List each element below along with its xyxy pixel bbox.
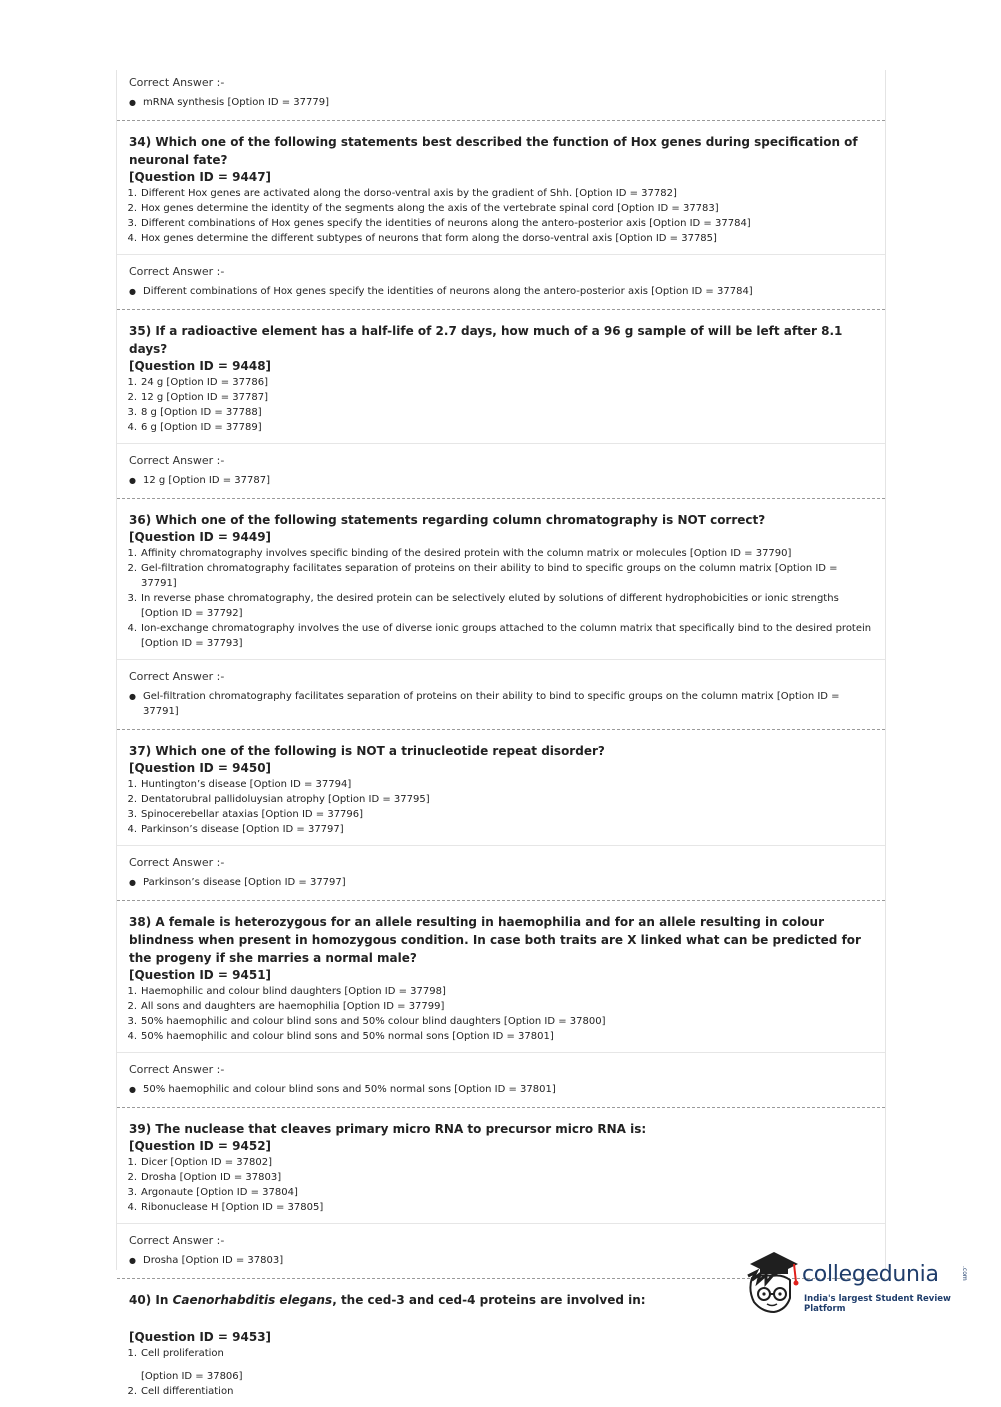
answer-item: ● 12 g [Option ID = 37787]: [129, 473, 873, 488]
option-item: [127, 777, 873, 792]
question-id: [Question ID = 9448]: [129, 359, 272, 373]
collegedunia-logo: [742, 1250, 972, 1320]
question-body: Which one of the following statements regarding column chromatography is NOT correct?: [155, 513, 766, 527]
question-id: [Question ID = 9453]: [129, 1330, 272, 1344]
option-item: [127, 1014, 873, 1029]
option-number: 2.: [127, 1172, 137, 1183]
question-number: 39): [129, 1122, 152, 1136]
answer-item: ● Different combinations of Hox genes specify the identities of neurons along the antero-posterior axis [Option ID = 37784]: [129, 284, 873, 299]
option-number: 2.: [127, 563, 137, 574]
option-text: Drosha [Option ID = 37803]: [141, 1172, 282, 1183]
question-text-before: In: [155, 1293, 169, 1307]
question-text-after: , the ced-3 and ced-4 proteins are involved in:: [332, 1293, 646, 1307]
question-block: [117, 310, 885, 443]
option-number: 1.: [127, 548, 137, 559]
option-item: [127, 822, 873, 837]
option-number: 3.: [127, 1187, 137, 1198]
correct-answer-label: Correct Answer :-: [129, 670, 225, 683]
option-text: Hox genes determine the different subtypes of neurons that form along the dorso-ventral axis [Option ID = 37785]: [141, 233, 717, 244]
correct-answer-block: [117, 660, 885, 723]
option-text: 24 g [Option ID = 37786]: [141, 377, 268, 388]
correct-answer-block: [117, 444, 885, 492]
correct-answer-label: Correct Answer :-: [129, 1234, 225, 1247]
option-text: Different Hox genes are activated along the dorso-ventral axis by the gradient of Shh. [Option ID = 37782]: [141, 188, 677, 199]
option-item: [127, 999, 873, 1014]
correct-answer-label: Correct Answer :-: [129, 856, 225, 869]
options-list: [129, 1155, 873, 1215]
option-item: [127, 621, 873, 651]
option-text: 12 g [Option ID = 37787]: [141, 392, 268, 403]
options-list: [129, 546, 873, 651]
question-body: Which one of the following is NOT a trinucleotide repeat disorder?: [155, 744, 605, 758]
answer-list: [129, 284, 873, 299]
options-list: [129, 777, 873, 837]
answer-item: ● Parkinson’s disease [Option ID = 37797]: [129, 875, 873, 890]
correct-answer-block: [117, 846, 885, 894]
option-number: 4.: [127, 233, 137, 244]
option-number: 2.: [127, 794, 137, 805]
option-text: 6 g [Option ID = 37789]: [141, 422, 262, 433]
option-text: Different combinations of Hox genes specify the identities of neurons along the antero-posterior axis [Option ID = 37784]: [141, 218, 751, 229]
question-id: [Question ID = 9449]: [129, 530, 272, 544]
question-body: A female is heterozygous for an allele resulting in haemophilia and for an allele resulting in colour blindness when present in homozygous condition. In case both traits are X linked what can be predicted for the progeny if she marries a normal male?: [129, 915, 861, 965]
question-number: 40): [129, 1293, 152, 1307]
option-number: 3.: [127, 809, 137, 820]
option-number: 3.: [127, 407, 137, 418]
question-number: 34): [129, 135, 152, 149]
question-block: [117, 499, 885, 659]
option-text: Ribonuclease H [Option ID = 37805]: [141, 1202, 324, 1213]
option-text: 50% haemophilic and colour blind sons and 50% colour blind daughters [Option ID = 37800]: [141, 1016, 606, 1027]
options-list: [129, 1384, 873, 1399]
options-list: [129, 1346, 873, 1361]
option-item: [127, 1170, 873, 1185]
question-body: If a radioactive element has a half-life of 2.7 days, how much of a 96 g sample of will be left after 8.1 days?: [129, 324, 843, 356]
option-item: [127, 591, 873, 621]
question-text: [129, 511, 873, 529]
options-list: [129, 375, 873, 435]
option-text: Ion-exchange chromatography involves the use of diverse ionic groups attached to the column matrix that specifically bind to the desired protein [Option ID = 37793]: [141, 623, 872, 649]
correct-answer-label: Correct Answer :-: [129, 265, 225, 278]
option-item: [127, 1200, 873, 1215]
option-text: Affinity chromatography involves specific binding of the desired protein with the column matrix or molecules [Option ID = 37790]: [141, 548, 792, 559]
option-item: [127, 420, 873, 435]
question-text: [129, 1120, 873, 1138]
mascot-icon: [742, 1250, 802, 1320]
question-number: 35): [129, 324, 152, 338]
question-body: Which one of the following statements best described the function of Hox genes during specification of neuronal fate?: [129, 135, 858, 167]
option-number: 4.: [127, 422, 137, 433]
option-number: 2.: [127, 1001, 137, 1012]
answer-list: [129, 1082, 873, 1097]
option-number: 3.: [127, 593, 137, 604]
question-block: [117, 901, 885, 1052]
correct-answer-label: Correct Answer :-: [129, 1063, 225, 1076]
question-id: [Question ID = 9452]: [129, 1139, 272, 1153]
question-body: The nuclease that cleaves primary micro RNA to precursor micro RNA is:: [155, 1122, 647, 1136]
options-list: [129, 984, 873, 1044]
option-text: Dentatorubral pallidoluysian atrophy [Option ID = 37795]: [141, 794, 430, 805]
answer-item: ● Gel-filtration chromatography facilitates separation of proteins on their ability to bind to specific groups on the column matrix [Option ID = 37791]: [129, 689, 873, 719]
option-item: [127, 231, 873, 246]
question-list: [117, 121, 885, 1279]
answer-item: ● mRNA synthesis [Option ID = 37779]: [129, 95, 873, 110]
question-text: [129, 322, 873, 358]
option-number: 1.: [127, 377, 137, 388]
option-number: 4.: [127, 824, 137, 835]
option-item: [127, 390, 873, 405]
answer-item: ● Drosha [Option ID = 37803]: [129, 1253, 873, 1268]
answer-list: [129, 473, 873, 488]
correct-answer-label: Correct Answer :-: [129, 454, 225, 467]
option-text: Hox genes determine the identity of the segments along the axis of the vertebrate spinal cord [Option ID = 37783]: [141, 203, 719, 214]
option-item: [127, 561, 873, 591]
logo-tagline: India's largest Student Review Platform: [804, 1294, 951, 1314]
option-text: Dicer [Option ID = 37802]: [141, 1157, 272, 1168]
answer-list: [129, 95, 873, 110]
option-text: 8 g [Option ID = 37788]: [141, 407, 262, 418]
option-text: Argonaute [Option ID = 37804]: [141, 1187, 298, 1198]
option-id: [Option ID = 37806]: [141, 1371, 243, 1382]
question-number: 37): [129, 744, 152, 758]
answer-item: ● 50% haemophilic and colour blind sons and 50% normal sons [Option ID = 37801]: [129, 1082, 873, 1097]
question-block: [117, 121, 885, 254]
option-number: 2.: [127, 392, 137, 403]
option-text: Parkinson’s disease [Option ID = 37797]: [141, 824, 344, 835]
option-item: [127, 1029, 873, 1044]
option-item: [127, 216, 873, 231]
question-number: 38): [129, 915, 152, 929]
correct-answer-block: [117, 255, 885, 303]
question-block: [117, 1108, 885, 1223]
option-text: All sons and daughters are haemophilia [Option ID = 37799]: [141, 1001, 445, 1012]
option-item: [127, 375, 873, 390]
species-name: Caenorhabditis elegans: [172, 1293, 333, 1307]
option-item: [127, 186, 873, 201]
option-text: Huntington’s disease [Option ID = 37794]: [141, 779, 352, 790]
option-number: 1.: [127, 779, 137, 790]
option-item: [127, 546, 873, 561]
answer-list: [129, 689, 873, 719]
logo-suffix: .com: [961, 1266, 968, 1281]
option-text: Spinocerebellar ataxias [Option ID = 37796]: [141, 809, 364, 820]
answer-list: [129, 875, 873, 890]
option-number: 4.: [127, 1202, 137, 1213]
option-text: Gel-filtration chromatography facilitates separation of proteins on their ability to bind to specific groups on the column matrix [Option ID = 37791]: [141, 563, 838, 589]
question-text: [129, 133, 873, 169]
correct-answer-label: Correct Answer :-: [129, 76, 225, 89]
option-number: 3.: [127, 1016, 137, 1027]
option-item: [127, 807, 873, 822]
option-item: [127, 1155, 873, 1170]
question-id: [Question ID = 9451]: [129, 968, 272, 982]
question-text: [129, 913, 873, 967]
option-item: [127, 405, 873, 420]
option-item: [127, 984, 873, 999]
question-text: [129, 742, 873, 760]
option-text: In reverse phase chromatography, the desired protein can be selectively eluted by solutions of different hydrophobicities or ionic strengths [Option ID = 37792]: [141, 593, 839, 619]
option-item: [127, 792, 873, 807]
option-item: 2. Cell differentiation: [127, 1386, 234, 1397]
correct-answer-block: [117, 70, 885, 114]
option-number: 1.: [127, 986, 137, 997]
option-item: [127, 1185, 873, 1200]
option-item: 1. Cell proliferation: [127, 1348, 224, 1359]
option-text: 50% haemophilic and colour blind sons and 50% normal sons [Option ID = 37801]: [141, 1031, 554, 1042]
options-list: [129, 186, 873, 246]
correct-answer-block: [117, 1053, 885, 1101]
option-number: 4.: [127, 623, 137, 634]
option-number: 1.: [127, 188, 137, 199]
option-number: 3.: [127, 218, 137, 229]
question-id: [Question ID = 9450]: [129, 761, 272, 775]
option-number: 1.: [127, 1157, 137, 1168]
logo-name: collegedunia: [802, 1262, 939, 1287]
option-text: Haemophilic and colour blind daughters [Option ID = 37798]: [141, 986, 446, 997]
question-number: 36): [129, 513, 152, 527]
question-block: [117, 730, 885, 845]
option-number: 2.: [127, 203, 137, 214]
option-number: 4.: [127, 1031, 137, 1042]
option-item: [127, 201, 873, 216]
question-id: [Question ID = 9447]: [129, 170, 272, 184]
